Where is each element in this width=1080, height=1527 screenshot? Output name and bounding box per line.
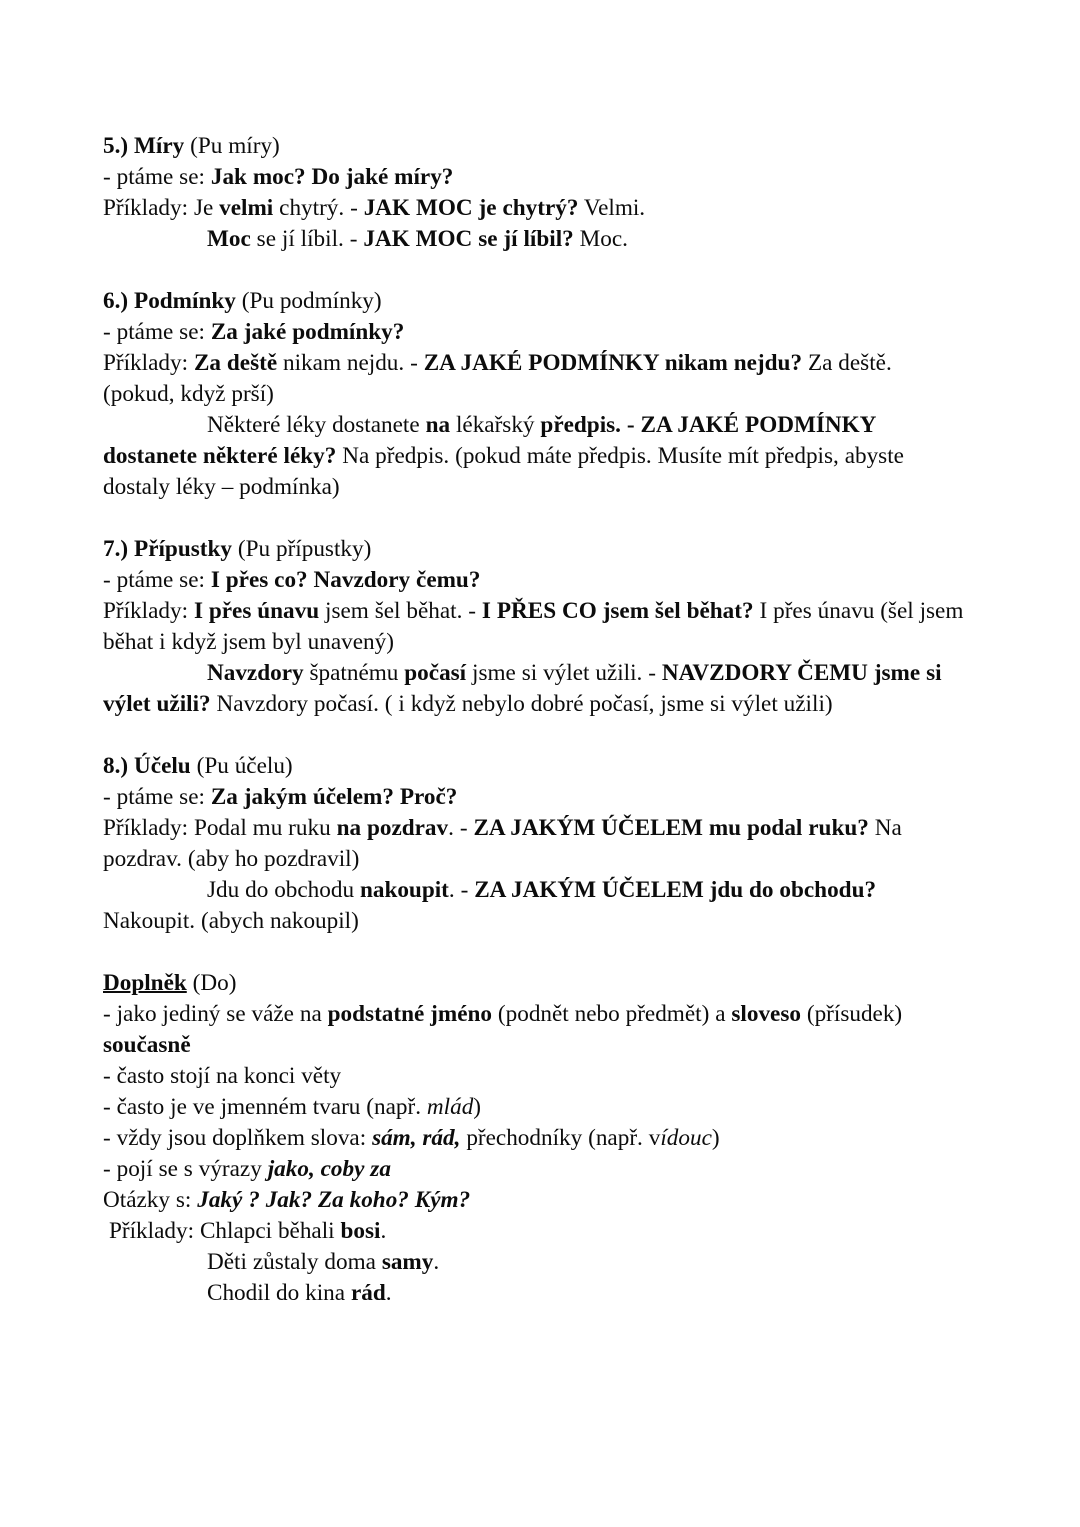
section-title: Míry [134,133,185,159]
section-ucelu [103,751,969,937]
example-question: I PŘES CO jsem šel běhat? [481,598,754,624]
example-post: jsme si výlet užili. - [466,660,662,686]
section-pripustky [103,534,969,720]
example-post: . [433,1249,440,1275]
questions-value: Jaký ? Jak? Za koho? Kým? [197,1187,471,1213]
example-pre: Některé léky dostanete [207,412,426,438]
example-pre: Jdu do obchodu [207,877,360,903]
questions-label: Otázky s: [103,1187,192,1213]
section-ask-line-podminky [103,317,969,348]
example-answer: Navzdory počasí. ( i když nebylo dobré počasí, jsme si výlet užili) [210,691,833,717]
section-number: 5.) [103,133,129,159]
ask-value: Za jakým účelem? Proč? [210,784,458,810]
bullet-bold-italic: sám, rád, [372,1125,461,1151]
section-heading-pripustky [103,534,969,565]
doplnek-example-3 [103,1278,969,1309]
example-answer: Moc. [573,226,628,252]
section-example-2-miry [103,224,969,255]
ask-label: - ptáme se: [103,784,205,810]
example-answer: Na předpis. (pokud máte předpis. Musíte mít předpis, abyste dostaly léky – podmínka) [103,443,904,500]
doplnek-bullet-2: - často stojí na konci věty [103,1063,342,1089]
example-answer: Velmi. [578,195,646,221]
section-example-1-ucelu [103,813,969,875]
bullet-italic: ídouc [660,1125,712,1151]
doplnek-bullet-1 [103,999,969,1061]
section-abbrev: (Pu přípustky) [237,536,372,562]
doplnek-heading [103,968,969,999]
example-answer: I přes únavu (šel jsem běhat i když jsem byl unavený) [103,598,964,655]
section-ask-line-pripustky [103,565,969,596]
example-post: chytrý. - [273,195,364,221]
section-title: Účelu [134,753,191,779]
doplnek-questions-line [103,1185,969,1216]
bullet-italic: mlád [426,1094,474,1120]
section-spacer [103,720,969,751]
example-pre: Podal mu ruku [193,815,337,841]
ask-label: - ptáme se: [103,164,205,190]
ask-label: - ptáme se: [103,319,205,345]
example-question: JAK MOC se jí líbil? [363,226,574,252]
section-spacer [103,937,969,968]
example-answer: Za deště. (pokud, když prší) [103,350,892,407]
bullet-post-pre: (přísudek) [800,1001,903,1027]
section-example-1-pripustky [103,596,969,658]
examples-label: Příklady: [103,598,189,624]
examples-label: Příklady: [103,350,189,376]
example-dash: - [620,412,641,438]
ask-label: - ptáme se: [103,567,205,593]
section-podminky [103,286,969,503]
doplnek-abbrev: (Do) [192,970,237,996]
bullet-bold-1: podstatné jméno [327,1001,493,1027]
bullet-bold-italic: jako, coby za [267,1156,391,1182]
example-highlight: bosi [340,1218,381,1244]
example-question: ZA JAKÝM ÚČELEM jdu do obchodu? [474,877,877,903]
bullet-mid: (podnět nebo předmět) a [492,1001,732,1027]
example-highlight: I přes únavu [193,598,320,624]
bullet-pre: - často je ve jmenném tvaru (např. [103,1094,427,1120]
example-post: se jí líbil. - [250,226,364,252]
example-highlight-1: na [425,412,451,438]
section-example-1-podminky [103,348,969,410]
example-highlight-2: počasí [404,660,467,686]
section-miry [103,131,969,255]
example-question: ZA JAKÉ PODMÍNKY nikam nejdu? [423,350,803,376]
example-mid: lékařský [450,412,541,438]
section-abbrev: (Pu míry) [190,133,280,159]
doplnek-bullet-5 [103,1154,969,1185]
ask-value: I přes co? Navzdory čemu? [210,567,481,593]
example-highlight: velmi [219,195,274,221]
doplnek-example-1 [103,1216,969,1247]
section-doplnek [103,968,969,1309]
section-abbrev: (Pu účelu) [196,753,293,779]
example-question: JAK MOC je chytrý? [363,195,579,221]
example-question: ZA JAKÉ PODMÍNKY dostanete některé léky? [103,412,876,469]
doplnek-bullet-3 [103,1092,969,1123]
example-mid: špatnému [303,660,405,686]
bullet-post: ) [473,1094,482,1120]
doplnek-title: Doplněk [103,970,187,996]
example-answer: Na pozdrav. (aby ho pozdravil) [103,815,902,872]
section-ask-line-ucelu [103,782,969,813]
example-highlight-2: předpis. [540,412,621,438]
ask-value: Za jaké podmínky? [210,319,405,345]
example-pre: Chlapci běhali [199,1218,341,1244]
examples-label: Příklady: [103,195,189,221]
example-answer: Nakoupit. (abych nakoupil) [103,908,359,934]
example-post: . [385,1280,392,1306]
example-highlight: Za deště [193,350,278,376]
section-example-2-pripustky [103,658,969,720]
ask-value: Jak moc? Do jaké míry? [210,164,454,190]
section-abbrev: (Pu podmínky) [241,288,382,314]
section-spacer [103,503,969,534]
example-question: ZA JAKÝM ÚČELEM mu podal ruku? [473,815,869,841]
example-highlight-1: Navzdory [207,660,304,686]
bullet-bold-2: sloveso [731,1001,801,1027]
section-title: Přípustky [134,536,232,562]
bullet-pre: - vždy jsou doplňkem slova: [103,1125,373,1151]
example-pre: Je [193,195,220,221]
example-pre: Děti zůstaly doma [207,1249,382,1275]
section-example-1-miry [103,193,969,224]
bullet-mid: přechodníky (např. v [460,1125,661,1151]
examples-label: Příklady: [109,1218,195,1244]
example-highlight: na pozdrav [336,815,449,841]
example-pre: Chodil do kina [207,1280,351,1306]
example-post: . - [448,877,475,903]
section-number: 6.) [103,288,129,314]
section-ask-line-miry [103,162,969,193]
bullet-post: ) [711,1125,720,1151]
section-heading-ucelu [103,751,969,782]
example-post: nikam nejdu. - [277,350,424,376]
section-spacer [103,255,969,286]
example-post: . [380,1218,387,1244]
section-title: Podmínky [134,288,236,314]
example-highlight: rád [350,1280,386,1306]
bullet-pre: - pojí se s výrazy [103,1156,268,1182]
example-post: . - [448,815,474,841]
section-example-2-podminky [103,410,969,503]
bullet-bold-3: současně [103,1032,191,1058]
doplnek-example-2 [103,1247,969,1278]
section-heading-podminky [103,286,969,317]
example-question: NAVZDORY ČEMU jsme si výlet užili? [103,660,942,717]
doplnek-bullet-4 [103,1123,969,1154]
document-body [103,131,969,1309]
section-number: 8.) [103,753,129,779]
example-highlight: samy [381,1249,434,1275]
example-post: jsem šel běhat. - [319,598,482,624]
section-example-2-ucelu [103,875,969,937]
section-heading-miry [103,131,969,162]
bullet-pre: - jako jediný se váže na [103,1001,328,1027]
section-number: 7.) [103,536,129,562]
examples-label: Příklady: [103,815,189,841]
example-highlight: Moc [207,226,251,252]
example-highlight: nakoupit [359,877,449,903]
